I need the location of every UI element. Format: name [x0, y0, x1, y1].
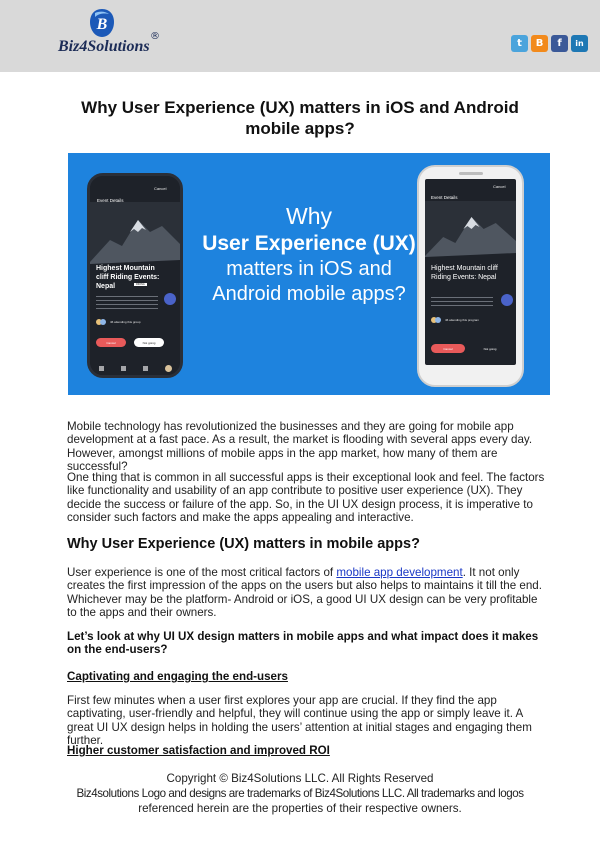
banner-line-4: Android mobile apps?: [212, 283, 406, 305]
trademark-line-2: referenced herein are the properties of their respective owners.: [138, 802, 462, 815]
dark-phone-screen: [90, 176, 180, 375]
blogger-icon[interactable]: B: [531, 35, 548, 52]
article-title: Why User Experience (UX) matters in iOS and Android mobile apps?: [81, 98, 519, 138]
tab-icon: [121, 366, 126, 371]
page-footer: [60, 771, 540, 816]
fab-button: [164, 293, 176, 305]
mountain-image: [425, 201, 516, 271]
tab-icon: [99, 366, 104, 371]
banner-headline: [186, 203, 432, 307]
section-heading: Why User Experience (UX) matters in mobile apps?: [67, 536, 420, 552]
copyright-line: Copyright © Biz4Solutions LLC. All Rights Reserved: [166, 772, 434, 785]
cancel-link: Cancel: [154, 186, 167, 191]
tab-icon: [143, 366, 148, 371]
biz4solutions-logo[interactable]: [56, 8, 166, 66]
cancel-event-button: Cancel: [431, 344, 465, 353]
fab-button: [501, 294, 513, 306]
registered-mark: ®: [150, 31, 160, 42]
avatar: [435, 317, 441, 323]
phone-tab-bar: [90, 361, 180, 375]
avatar: [100, 319, 106, 325]
twitter-icon[interactable]: t: [511, 35, 528, 52]
subheading-captivating: Captivating and engaging the end-users: [67, 670, 288, 683]
banner-line-1: Why: [286, 203, 332, 229]
cancel-link: Cancel: [493, 184, 506, 189]
banner-line-3: matters in iOS and: [226, 258, 392, 280]
event-description: [96, 296, 158, 310]
screen-title: Event Details: [431, 195, 458, 200]
intro-paragraph: Mobile technology has revolutionized the businesses and they are going for mobile app development at a fast pace. As a result, the market is flooding with several apps every day. However, amongst millions of mobile apps in the app market, how many of them are successful?: [67, 420, 533, 473]
dark-phone-mockup: [87, 173, 183, 378]
second-paragraph: One thing that is common in all successful apps is their exceptional look and feel. The factors like functionality and usability of an app contribute to positive user experience (UX). They decide the success or failure of the app. So, in the UI UX design process, it is imperative to consider such factors and make the apps appealing and interactive.: [67, 471, 545, 524]
linkedin-icon[interactable]: in: [571, 35, 588, 52]
not-going-button: Not going: [134, 338, 164, 347]
attending-count: 46 attending this group: [110, 320, 141, 324]
event-description: [431, 297, 493, 309]
mobile-app-development-link[interactable]: mobile app development: [336, 566, 463, 579]
subheading-satisfaction: Higher customer satisfaction and improved ROI: [67, 744, 330, 757]
attending-count: 46 attending this program: [445, 318, 480, 322]
article-banner-image: [68, 153, 550, 395]
facebook-icon[interactable]: f: [551, 35, 568, 52]
logo-mark-letter: B: [96, 16, 108, 33]
white-phone-mockup: [417, 165, 524, 387]
ux-paragraph: User experience is one of the most critical factors of mobile app development. It not only creates the first impression of the apps on the users but also helps to maintains it till the end. Whichever may be the platform- Android or iOS, a good UI UX design can be very profitable to the apps and their owners.: [67, 566, 542, 619]
banner-line-2: User Experience (UX): [202, 232, 416, 255]
riding-badge: RIDING: [136, 283, 145, 286]
event-headline: Highest Mountain cliff Riding Events: Nepal: [431, 265, 498, 281]
logo-mark-icon: [89, 8, 115, 38]
social-icons: [511, 35, 588, 52]
event-headline: Highest Mountain cliff Riding Events: Nepal: [96, 265, 160, 290]
phone-speaker: [459, 172, 483, 175]
tab-avatar: [165, 365, 172, 372]
white-phone-screen: [425, 179, 516, 365]
page-header: [0, 0, 600, 72]
bold-question: Let’s look at why UI UX design matters in mobile apps and what impact does it makes on the end-users?: [67, 630, 539, 657]
cancel-event-button: Cancel: [96, 338, 126, 347]
trademark-line: Biz4solutions Logo and designs are trademarks of Biz4Solutions LLC. All trademarks and logos: [76, 787, 524, 800]
captivating-paragraph: First few minutes when a user first explores your app are crucial. If they find the app captivating, user-friendly and helpful, they will continue using the app or simply leave it. A great UI UX design helps in holding the users’ attention at initial stages and engaging them further.: [67, 694, 532, 747]
screen-title: Event Details: [97, 198, 124, 203]
logo-wordmark: Biz4Solutions: [58, 38, 150, 55]
not-going-button: Not going: [483, 346, 497, 351]
